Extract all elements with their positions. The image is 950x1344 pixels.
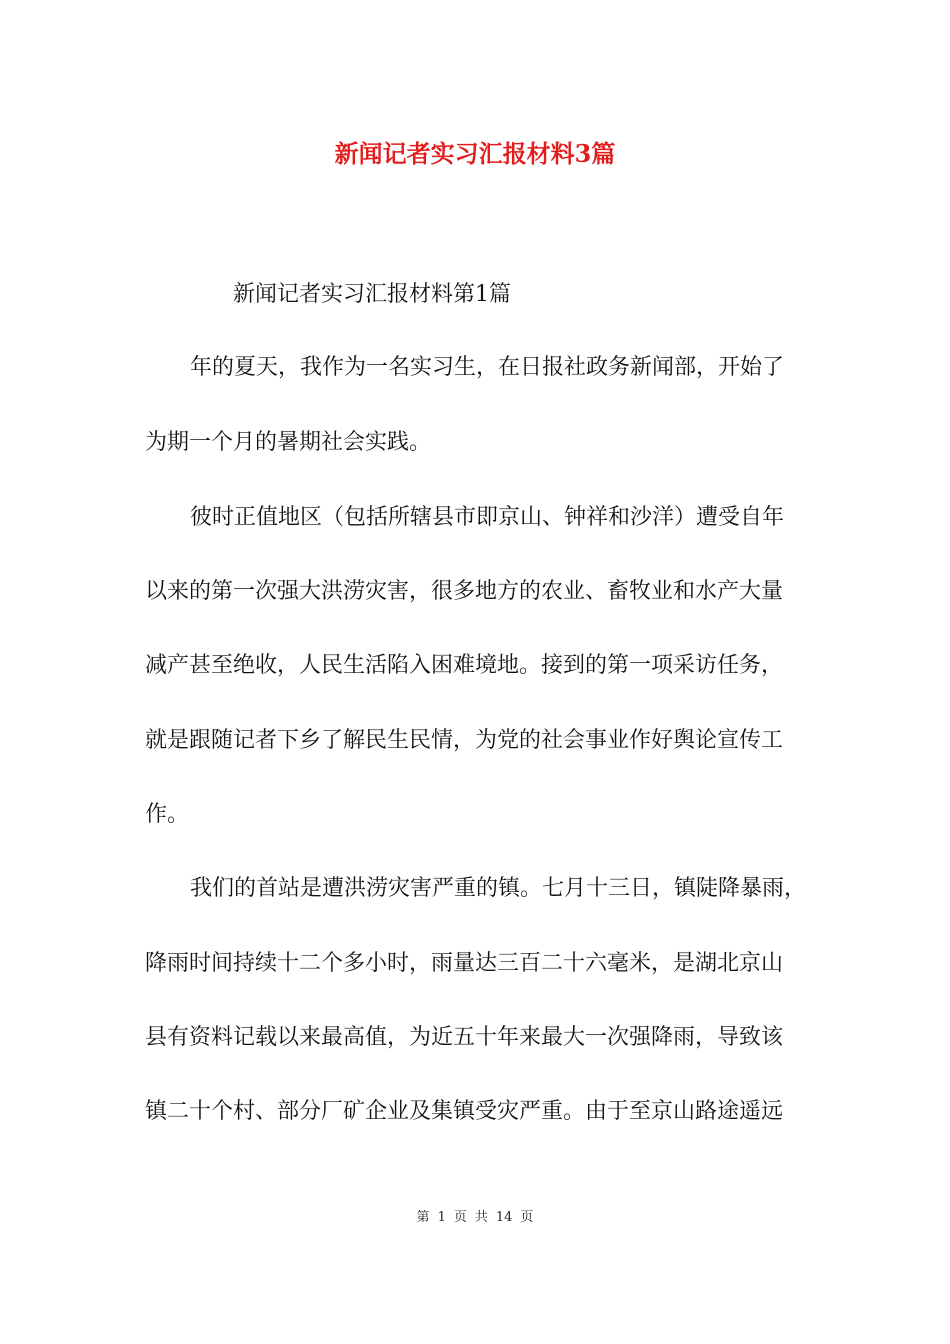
paragraph-line: 我们的首站是遭洪涝灾害严重的镇。七月十三日，镇陡降暴雨， [190, 876, 807, 901]
paragraph-line: 减产甚至绝收，人民生活陷入困难境地。接到的第一项采访任务， [145, 653, 784, 678]
footer-label-ye2: 页 [520, 1210, 534, 1225]
paragraph-line: 以来的第一次强大洪涝灾害，很多地方的农业、畜牧业和水产大量 [145, 579, 784, 604]
footer-label-page: 第 [416, 1210, 430, 1225]
paragraph-line: 年的夏天，我作为一名实习生，在日报社政务新闻部，开始了 [190, 355, 785, 380]
paragraph-line: 县有资料记载以来最高值，为近五十年来最大一次强降雨，导致该 [145, 1025, 784, 1050]
paragraph-line: 镇二十个村、部分厂矿企业及集镇受灾严重。由于至京山路途遥远 [145, 1099, 784, 1124]
paragraph-line: 降雨时间持续十二个多小时，雨量达三百二十六毫米，是湖北京山 [145, 951, 784, 976]
footer-label-total: 共 [474, 1210, 488, 1225]
paragraph-line: 作。 [145, 802, 190, 827]
document-title: 新闻记者实习汇报材料3篇 [334, 139, 616, 168]
page-footer [0, 1208, 950, 1228]
paragraph-line: 就是跟随记者下乡了解民生民情，为党的社会事业作好舆论宣传工 [145, 728, 784, 753]
section-subtitle: 新闻记者实习汇报材料第1篇 [233, 282, 511, 307]
paragraph-line: 为期一个月的暑期社会实践。 [145, 430, 432, 455]
footer-label-ye: 页 [453, 1210, 467, 1225]
footer-total-pages: 14 [495, 1210, 513, 1225]
footer-page-number: 1 [437, 1210, 446, 1225]
paragraph-line: 彼时正值地区（包括所辖县市即京山、钟祥和沙洋）遭受自年 [190, 505, 785, 530]
